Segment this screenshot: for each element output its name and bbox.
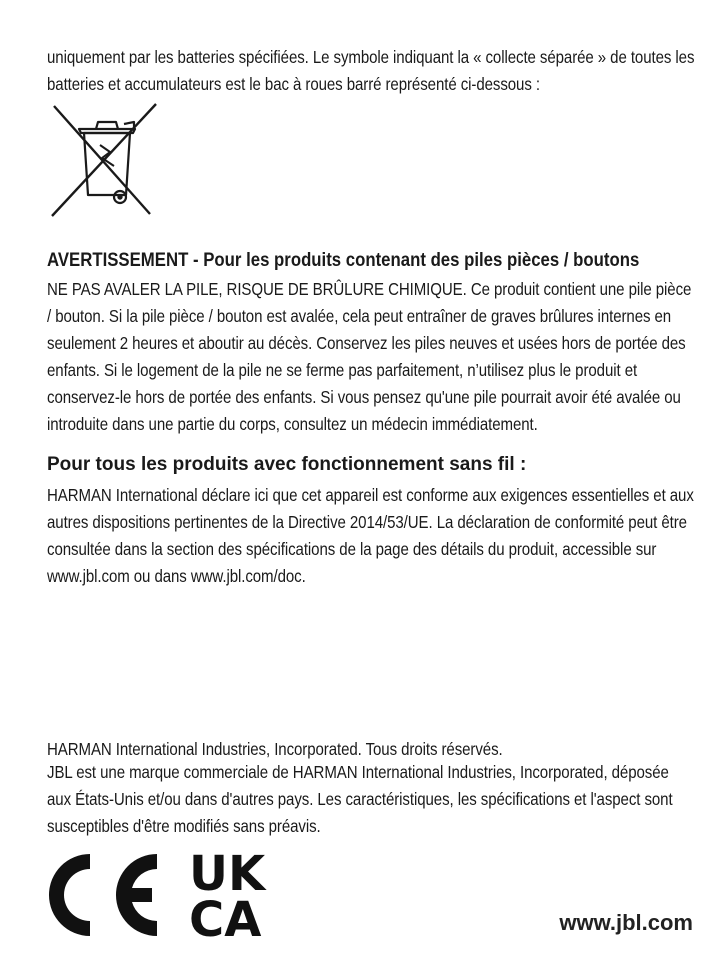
intro-section bbox=[47, 44, 693, 98]
website-link[interactable]: www.jbl.com bbox=[559, 910, 693, 935]
wireless-body: HARMAN International déclare ici que cet appareil est conforme aux exigences essentielles et aux autres dispositions pertinentes de la Directive 2014/53/UE. La déclaration de conformité peut être consultée dans la section des spécifications de la page des détails du produit, accessible sur www.jbl.com ou dans www.jbl.com/doc. bbox=[47, 485, 694, 586]
legal-trademark: JBL est une marque commerciale de HARMAN International Industries, Incorporated, déposée aux États-Unis et/ou dans d'autres pays. Les caractéristiques, les spécifications et l'aspect sont susceptibles d'être modifiés sans préavis. bbox=[47, 762, 673, 836]
crossed-out-wheeled-bin-icon bbox=[46, 100, 158, 218]
warning-section bbox=[47, 276, 693, 438]
ukca-line-ca: CA bbox=[189, 892, 262, 940]
ce-mark-icon bbox=[49, 854, 157, 936]
warning-body: NE PAS AVALER LA PILE, RISQUE DE BRÛLURE CHIMIQUE. Ce produit contient une pile pièce / bouton. Si la pile pièce / bouton est avalée, cela peut entraîner de graves brûlures internes en seulement 2 heures et aboutir au décès. Conservez les piles neuves et usées hors de portée des enfants. Si le logement de la pile ne se ferme pas parfaitement, n’utilisez plus le produit et conservez-le hors de portée des enfants. Si vous pensez qu'une pile pourrait avoir été avalée ou introduite dans une partie du corps, consultez un médecin immédiatement. bbox=[47, 279, 692, 434]
ukca-line-uk: UK bbox=[189, 850, 266, 902]
legal-section bbox=[47, 736, 693, 840]
wireless-section bbox=[47, 482, 693, 590]
certification-marks bbox=[46, 850, 286, 940]
legal-rights: HARMAN International Industries, Incorporated. Tous droits réservés. bbox=[47, 739, 503, 759]
wireless-title: Pour tous les produits avec fonctionnement sans fil : bbox=[47, 454, 527, 475]
ukca-mark-icon bbox=[189, 850, 267, 940]
intro-text: uniquement par les batteries spécifiées. Le symbole indiquant la « collecte séparée » de toutes les batteries et accumulateurs est le bac à roues barré représenté ci-dessous : bbox=[47, 47, 695, 94]
warning-title: AVERTISSEMENT - Pour les produits contenant des piles pièces / boutons bbox=[47, 249, 640, 271]
